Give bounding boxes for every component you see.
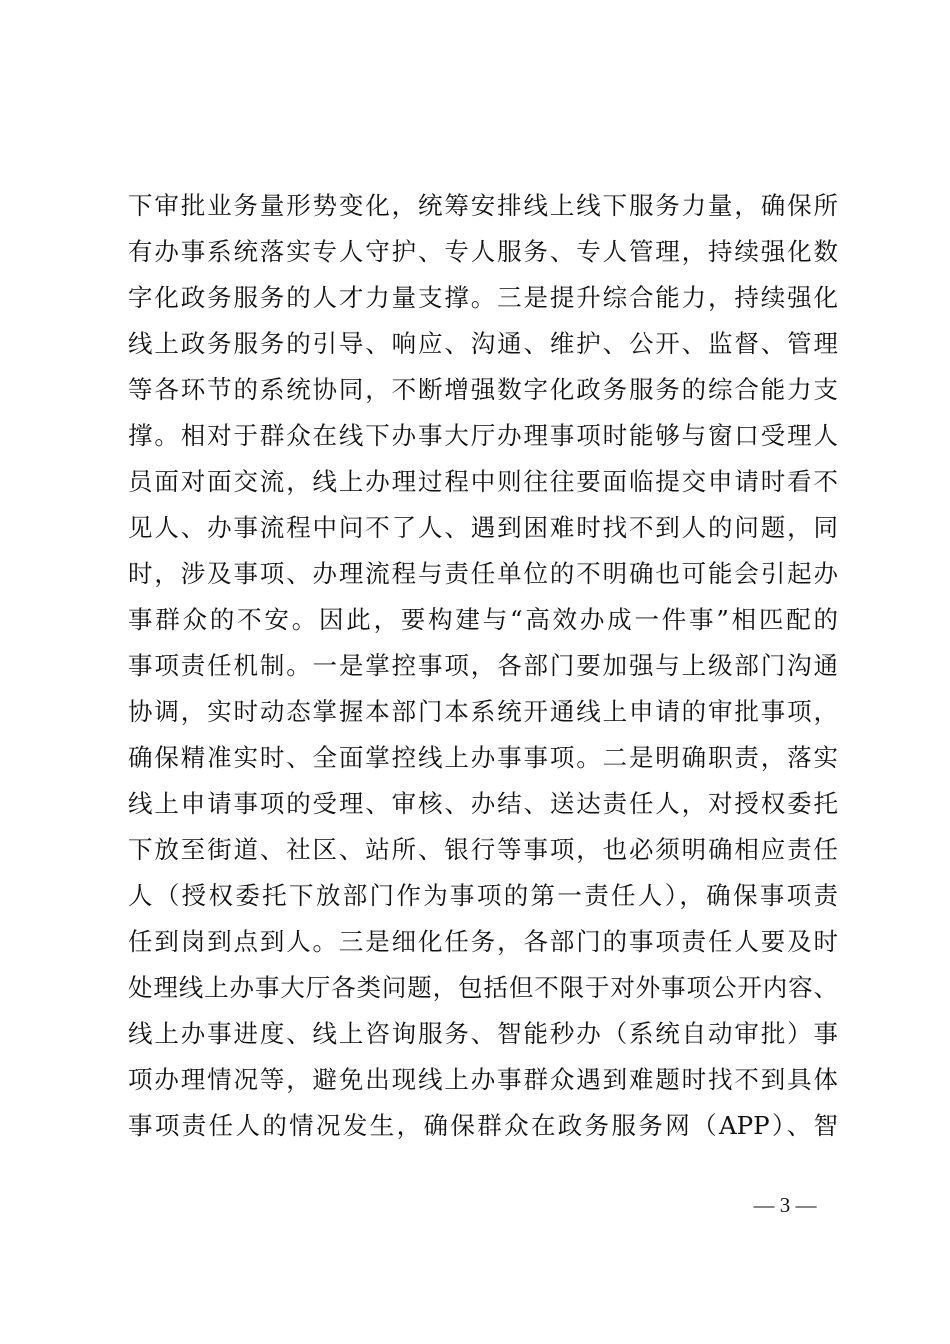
text-line: 处理线上办事大厅各类问题，包括但不限于对外事项公开内容、 bbox=[128, 973, 838, 1002]
text-line: 事项责任机制。一是掌控事项，各部门要加强与上级部门沟通 bbox=[128, 651, 838, 680]
text-line: 人（授权委托下放部门作为事项的第一责任人），确保事项责 bbox=[128, 881, 838, 910]
text-line: 字化政务服务的人才力量支撑。三是提升综合能力，持续强化 bbox=[128, 283, 838, 312]
text-line: 等各环节的系统协同，不断增强数字化政务服务的综合能力支 bbox=[128, 375, 838, 404]
body-text bbox=[128, 183, 838, 1149]
text-line: 员面对面交流，线上办理过程中则往往要面临提交申请时看不 bbox=[128, 467, 838, 496]
text-line: 时，涉及事项、办理流程与责任单位的不明确也可能会引起办 bbox=[128, 559, 838, 588]
text-line: 有办事系统落实专人守护、专人服务、专人管理，持续强化数 bbox=[128, 237, 838, 266]
text-line: 线上办事进度、线上咨询服务、智能秒办（系统自动审批）事 bbox=[128, 1019, 838, 1048]
text-line: 事群众的不安。因此，要构建与“高效办成一件事”相匹配的 bbox=[128, 605, 838, 634]
text-line: 下放至街道、社区、站所、银行等事项，也必须明确相应责任 bbox=[128, 835, 838, 864]
text-line: 线上申请事项的受理、审核、办结、送达责任人，对授权委托 bbox=[128, 789, 838, 818]
page-number: — 3 — bbox=[753, 1193, 817, 1217]
text-line: 协调，实时动态掌握本部门本系统开通线上申请的审批事项， bbox=[128, 697, 838, 726]
text-line: 事项责任人的情况发生，确保群众在政务服务网（APP）、智 bbox=[128, 1111, 838, 1140]
text-line: 确保精准实时、全面掌控线上办事事项。二是明确职责，落实 bbox=[128, 743, 838, 772]
text-line: 下审批业务量形势变化，统筹安排线上线下服务力量，确保所 bbox=[128, 191, 838, 220]
text-line: 见人、办事流程中问不了人、遇到困难时找不到人的问题，同 bbox=[128, 513, 838, 542]
text-line: 撑。相对于群众在线下办事大厅办理事项时能够与窗口受理人 bbox=[128, 421, 838, 450]
text-line: 任到岗到点到人。三是细化任务，各部门的事项责任人要及时 bbox=[128, 927, 838, 956]
text-line: 项办理情况等，避免出现线上办事群众遇到难题时找不到具体 bbox=[128, 1065, 838, 1094]
text-line: 线上政务服务的引导、响应、沟通、维护、公开、监督、管理 bbox=[128, 329, 838, 358]
